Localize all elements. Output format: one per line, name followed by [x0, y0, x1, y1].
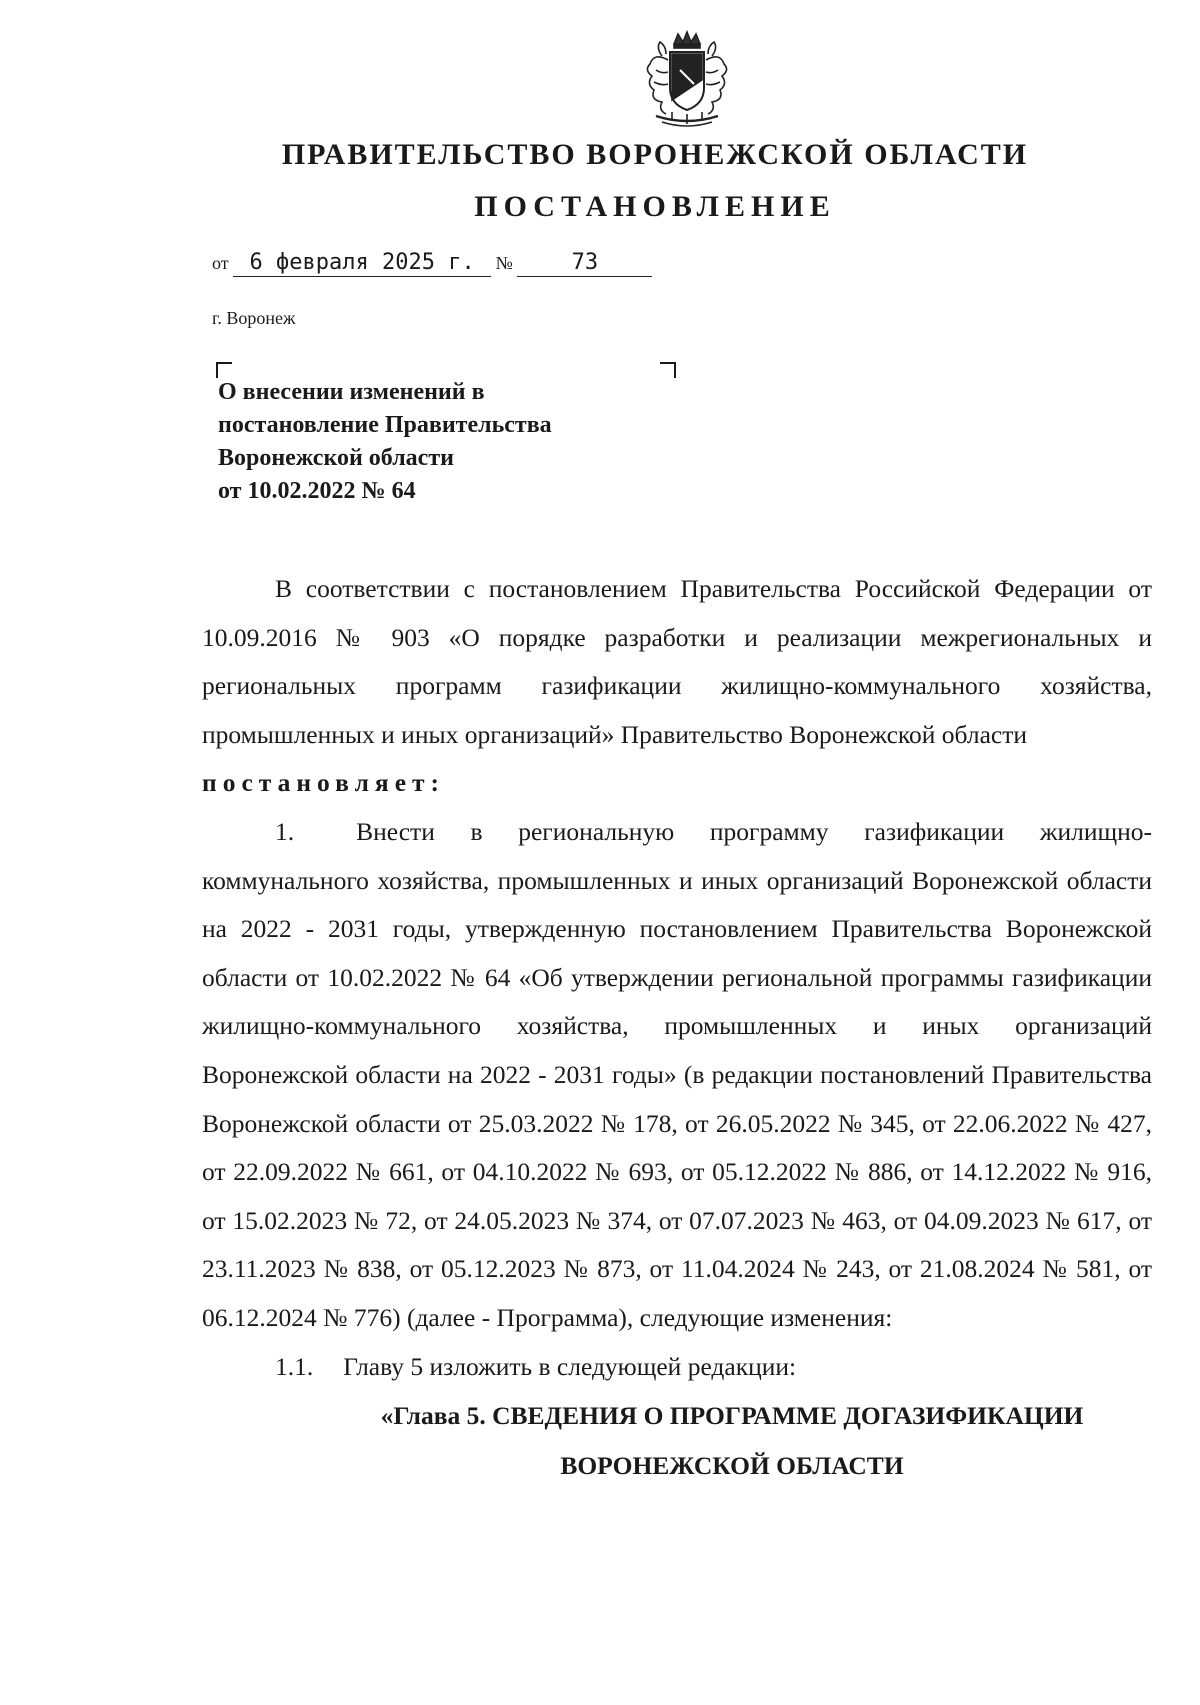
subject-line: О внесении изменений в [218, 379, 485, 405]
item-1-text: Внести в региональную программу газификации жилищно-коммунального хозяйства, промышленных и иных организаций Воронежской области на 2022 - 2031 годы, утвержденную постановлением Правительства Воронежской области от 10.02.2022 № 64 «Об утверждении региональной программы газификации жилищно-коммунального хозяйства, промышленных и иных организаций Воронежской области на 2022 - 2031 годы» (в редакции постановлений Правительства Воронежской области от 25.03.2022 № 178, от 26.05.2022 № 345, от 22.06.2022 № 427, от 22.09.2022 № 661, от 04.10.2022 № 693, от 05.12.2022 № 886, от 14.12.2022 № 916, от 15.02.2023 № 72, от 24.05.2023 № 374, от 07.07.2023 № 463, от 04.09.2023 № 617, от 23.11.2023 № 838, от 05.12.2023 № 873, от 11.04.2024 № 243, от 21.08.2024 № 581, от 06.12.2024 № 776) (далее - Программа), следующие изменения: [202, 816, 1152, 1332]
document-number: 73 [517, 250, 652, 277]
chapter-heading [202, 1391, 1152, 1491]
city-of-issue: г. Воронеж [212, 308, 296, 328]
date-from-label: от [212, 253, 229, 273]
date-number-line [212, 250, 652, 277]
government-title: ПРАВИТЕЛЬСТВО ВОРОНЕЖСКОЙ ОБЛАСТИ [281, 138, 1029, 171]
subject-line: Воронежской области [218, 445, 454, 471]
preamble-paragraph: В соответствии с постановлением Правительства Российской Федерации от 10.09.2016 № 903 «О порядке разработки и реализации межрегиональных и региональных программ газификации жилищно-коммунального хозяйства, промышленных и иных организаций» Правительство Воронежской области [202, 574, 1152, 749]
chapter-heading-line-2: ВОРОНЕЖСКОЙ ОБЛАСТИ [560, 1451, 904, 1481]
resolves-paragraph [202, 759, 1152, 808]
item-1-1-paragraph [202, 1343, 1152, 1392]
coat-of-arms-emblem [632, 30, 742, 130]
document-body [202, 565, 1152, 1491]
document-subject [218, 376, 552, 508]
subject-line: от 10.02.2022 № 64 [218, 478, 416, 504]
document-type-title: ПОСТАНОВЛЕНИЕ [474, 190, 836, 223]
item-1-paragraph [202, 808, 1152, 1343]
subject-line: постановление Правительства [218, 412, 552, 438]
chapter-heading-line-1: «Глава 5. СВЕДЕНИЯ О ПРОГРАММЕ ДОГАЗИФИКАЦИИ [380, 1401, 1084, 1431]
subject-bracket-right [660, 362, 676, 378]
document-number-label: № [495, 253, 513, 273]
resolves-word: постановляет: [202, 768, 446, 798]
document-date: 6 февраля 2025 г. [233, 250, 491, 277]
item-1-number: 1. [275, 816, 295, 846]
item-1-1-number: 1.1. [275, 1351, 314, 1381]
item-1-1-text: Главу 5 изложить в следующей редакции: [343, 1351, 797, 1381]
